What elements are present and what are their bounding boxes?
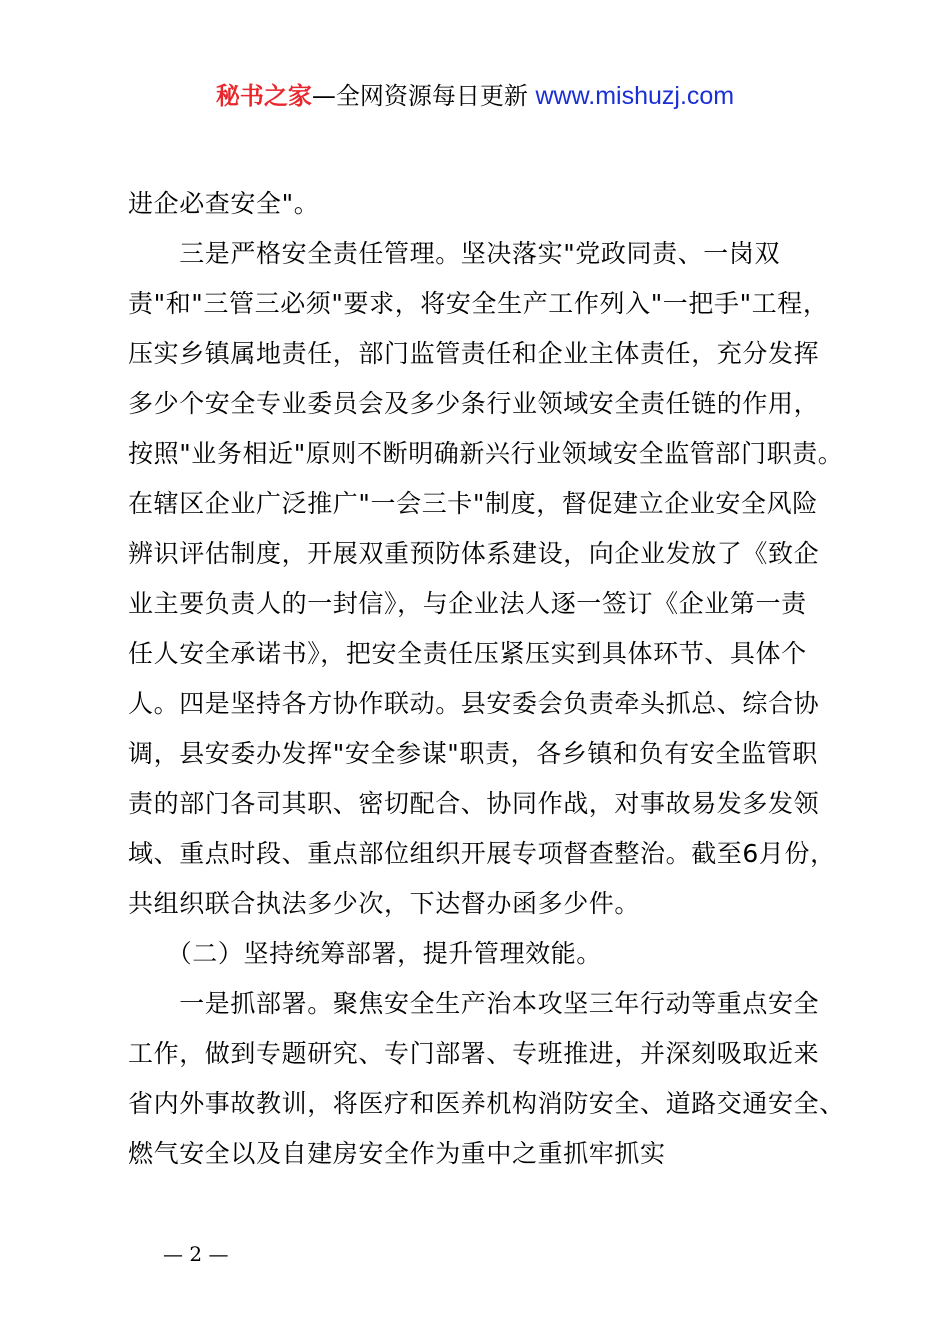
text-line: 工作，做到专题研究、专门部署、专班推进，并深刻吸取近来: [128, 1039, 820, 1068]
text-line: 调，县安委办发挥"安全参谋"职责，各乡镇和负有安全监管职: [128, 739, 818, 768]
text-line: 按照"业务相近"原则不断明确新兴行业领域安全监管部门职责。: [128, 439, 844, 468]
site-banner: [0, 80, 950, 112]
text-line: 三是严格安全责任管理。坚决落实"党政同责、一岗双: [128, 239, 781, 268]
text-line: 多少个安全专业委员会及多少条行业领域安全责任链的作用，: [128, 389, 820, 418]
text-line: 在辖区企业广泛推广"一会三卡"制度，督促建立企业安全风险: [128, 489, 818, 518]
document-body: [128, 179, 852, 1179]
banner-url[interactable]: www.mishuzj.com: [535, 82, 735, 110]
text-line: 域、重点时段、重点部位组织开展专项督查整治。截至6月份，: [128, 839, 836, 868]
text-line: 一是抓部署。聚焦安全生产治本攻坚三年行动等重点安全: [128, 989, 820, 1018]
text-line: 业主要负责人的一封信》，与企业法人逐一签订《企业第一责: [128, 589, 807, 618]
banner-slogan: —全网资源每日更新: [311, 82, 536, 110]
text-line: 共组织联合执法多少次，下达督办函多少件。: [128, 889, 641, 918]
text-line: 任人安全承诺书》，把安全责任压紧压实到具体环节、具体个: [128, 639, 807, 668]
text-line: 辨识评估制度，开展双重预防体系建设，向企业发放了《致企: [128, 539, 820, 568]
text-line: 压实乡镇属地责任，部门监管责任和企业主体责任，充分发挥: [128, 339, 820, 368]
text-line: 责的部门各司其职、密切配合、协同作战，对事故易发多发领: [128, 789, 820, 818]
text-line: 燃气安全以及自建房安全作为重中之重抓牢抓实: [128, 1139, 666, 1168]
text-line: 人。四是坚持各方协作联动。县安委会负责牵头抓总、综合协: [128, 689, 820, 718]
text-line: 省内外事故教训，将医疗和医养机构消防安全、道路交通安全、: [128, 1089, 845, 1118]
brand-name: 秘书之家: [215, 82, 312, 110]
text-line: 责"和"三管三必须"要求，将安全生产工作列入"一把手"工程，: [128, 289, 829, 318]
section-heading: （二）坚持统筹部署，提升管理效能。: [128, 939, 602, 968]
text-line: 进企必查安全"。: [128, 189, 320, 218]
page-number: — 2 —: [163, 1242, 229, 1266]
